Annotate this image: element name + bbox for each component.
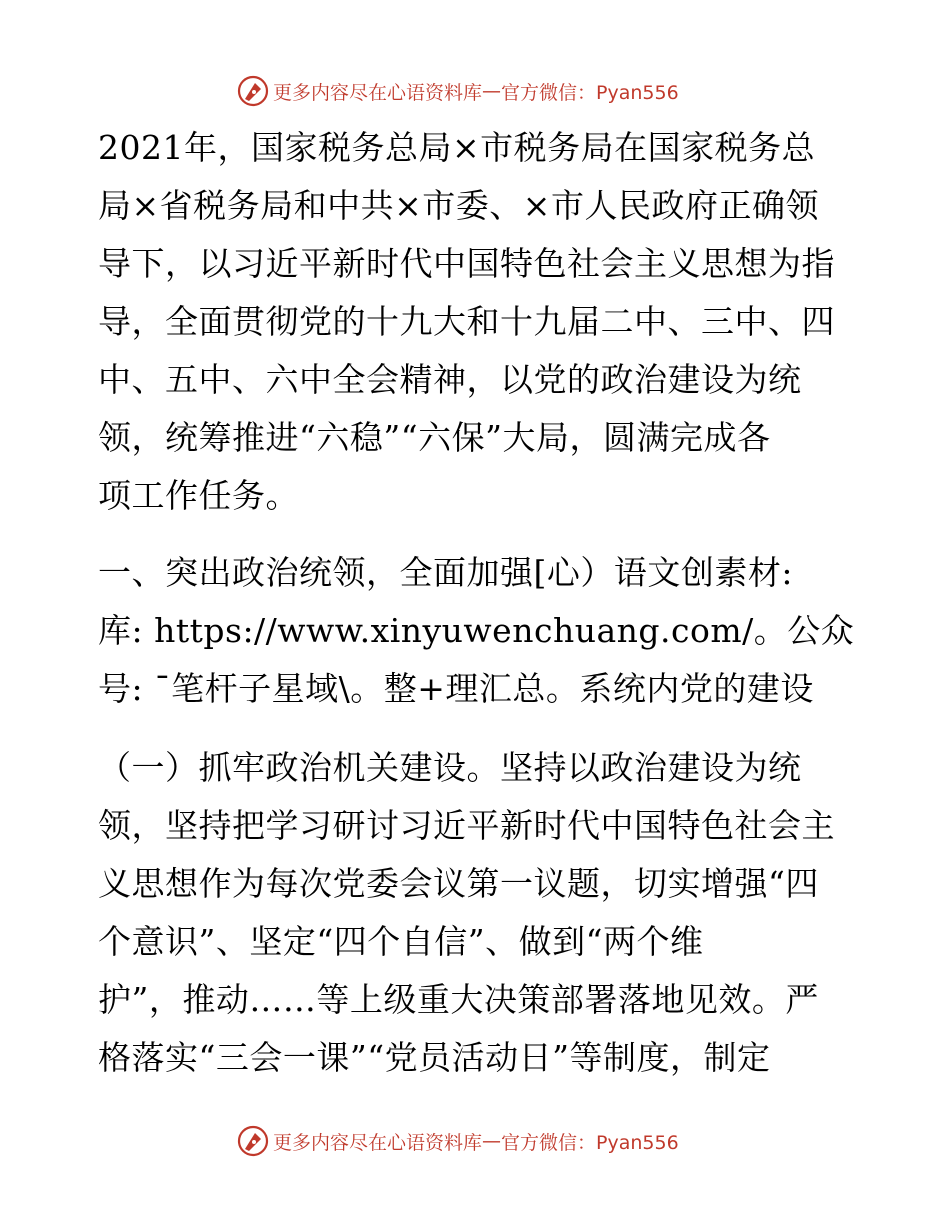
text-line: 库: https://www.xinyuwenchuang.com/。公众 [98, 611, 855, 650]
pen-nib-logo-icon [235, 1123, 271, 1159]
watermark-separator: — [482, 80, 502, 102]
section-heading-line: 一、突出政治统领，全面加强[心）语文创素材: [98, 553, 793, 592]
header-watermark [235, 71, 679, 111]
text-line: 中、五中、六中全会精神，以党的政治建设为统 [98, 360, 802, 399]
text-line: 号: ¯笔杆子星域\。整+理汇总。系统内党的建设 [98, 669, 814, 708]
text-line: 领，坚持把学习研讨习近平新时代中国特色社会主 [98, 806, 835, 845]
text-line: 2021年，国家税务总局×市税务局在国家税务总 [98, 128, 816, 167]
text-line: 局×省税务局和中共×市委、×市人民政府正确领 [98, 186, 819, 225]
subsection-line: （一）抓牢政治机关建设。坚持以政治建设为统 [98, 748, 802, 787]
text-line: 导，全面贯彻党的十九大和十九届二中、三中、四 [98, 302, 835, 341]
watermark-contact: 官方微信：Pyan556 [501, 1131, 679, 1154]
text-line: 个意识”、坚定“四个自信”、做到“两个维 [98, 922, 704, 961]
text-line: 导下，以习近平新时代中国特色社会主义思想为指 [98, 244, 835, 283]
text-line: 领，统筹推进“六稳”“六保”大局，圆满完成各 [98, 418, 771, 457]
watermark-separator: — [482, 1130, 502, 1152]
text-line: 义思想作为每次党委会议第一议题，切实增强“四 [98, 864, 819, 903]
watermark-text: 更多内容尽在心语资料库 [273, 1131, 483, 1154]
text-line: 项工作任务。 [98, 476, 299, 515]
watermark-text: 更多内容尽在心语资料库 [273, 81, 483, 104]
text-line: 格落实“三会一课”“党员活动日”等制度，制定 [98, 1038, 771, 1077]
footer-watermark [235, 1121, 679, 1161]
pen-nib-logo-icon [235, 73, 271, 109]
watermark-contact: 官方微信：Pyan556 [501, 81, 679, 104]
text-line: 护”，推动……等上级重大决策部署落地见效。严 [98, 980, 819, 1019]
